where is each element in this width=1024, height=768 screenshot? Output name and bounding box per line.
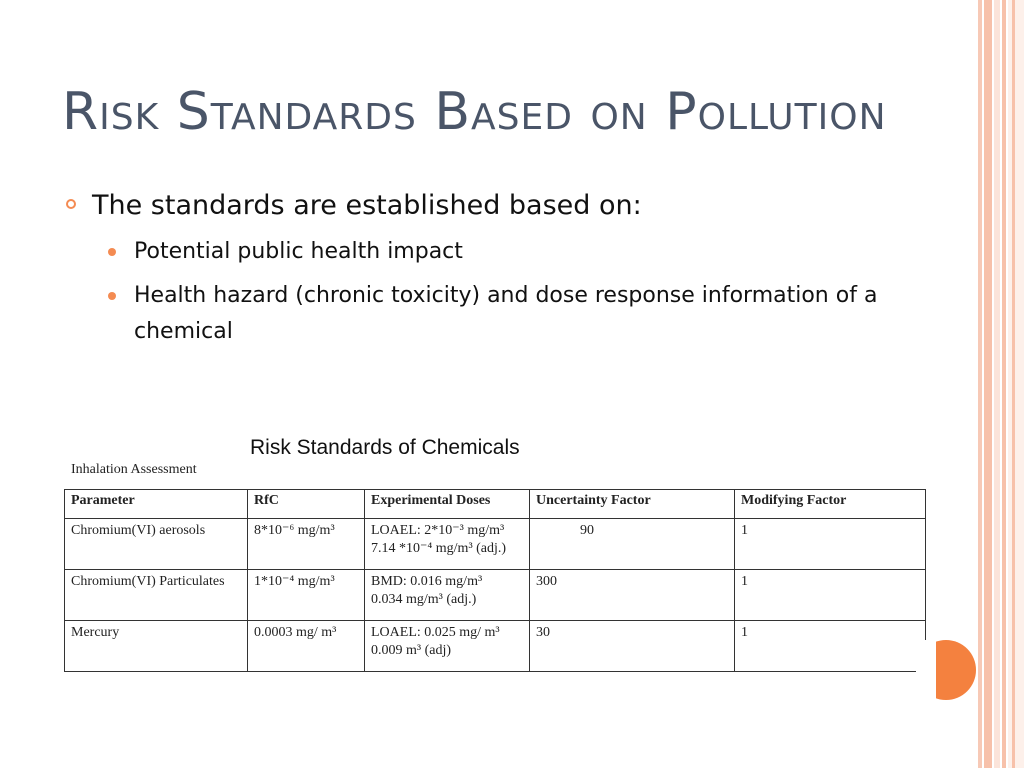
table-row — [65, 570, 926, 621]
column-header: Uncertainty Factor — [530, 490, 735, 519]
table-cell: Mercury — [65, 621, 248, 672]
table-cell: LOAEL: 0.025 mg/ m³ 0.009 m³ (adj) — [365, 621, 530, 672]
decor-stripe — [1012, 0, 1015, 768]
table-row — [65, 621, 926, 672]
table-cell: Chromium(VI) Particulates — [65, 570, 248, 621]
table-cell: BMD: 0.016 mg/m³ 0.034 mg/m³ (adj.) — [365, 570, 530, 621]
table-cell: 1 — [735, 621, 926, 672]
sub-bullet: Potential public health impact — [134, 239, 463, 264]
table-header-row — [65, 490, 926, 519]
column-header: Modifying Factor — [735, 490, 926, 519]
bullet-circle-icon — [66, 199, 76, 209]
sub-bullet: Health hazard (chronic toxicity) and dose response information of a chemical — [134, 283, 878, 344]
table-cell: 300 — [530, 570, 735, 621]
decor-circle-mask — [916, 640, 936, 700]
table-cell: 0.0003 mg/ m³ — [248, 621, 365, 672]
decor-stripe — [994, 0, 1000, 768]
decor-stripe — [1008, 0, 1024, 768]
table-cell: 8*10⁻⁶ mg/m³ — [248, 519, 365, 570]
section-label: Inhalation Assessment — [71, 462, 197, 477]
column-header: Experimental Doses — [365, 490, 530, 519]
decor-stripe — [984, 0, 992, 768]
slide-title: Risk Standards Based on Pollution — [62, 82, 887, 142]
bullet-dot-icon — [108, 292, 116, 300]
decor-stripe — [978, 0, 982, 768]
table-cell: 1*10⁻⁴ mg/m³ — [248, 570, 365, 621]
table-cell: LOAEL: 2*10⁻³ mg/m³ 7.14 *10⁻⁴ mg/m³ (adj.) — [365, 519, 530, 570]
bullet-dot-icon — [108, 248, 116, 256]
table-caption: Risk Standards of Chemicals — [250, 436, 520, 459]
main-bullet: The standards are established based on: — [92, 190, 642, 221]
table-cell: Chromium(VI) aerosols — [65, 519, 248, 570]
table-cell: 1 — [735, 570, 926, 621]
column-header: RfC — [248, 490, 365, 519]
column-header: Parameter — [65, 490, 248, 519]
table-cell: 1 — [735, 519, 926, 570]
risk-standards-table — [64, 489, 926, 672]
decor-stripe — [1002, 0, 1006, 768]
table-cell: 90 — [530, 519, 735, 570]
table-row — [65, 519, 926, 570]
table-cell: 30 — [530, 621, 735, 672]
